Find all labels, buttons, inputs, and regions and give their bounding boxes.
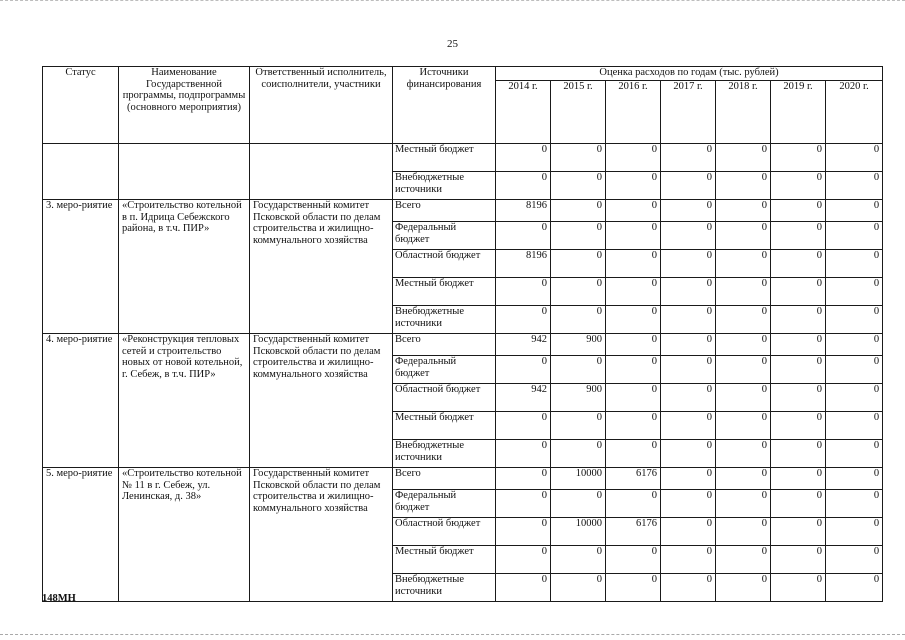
value-cell: 0 xyxy=(716,144,771,172)
value-cell: 0 xyxy=(551,200,606,222)
source-cell: Областной бюджет xyxy=(393,250,496,278)
value-cell: 0 xyxy=(551,172,606,200)
responsible-cell: Государственный комитет Псковской области по делам строительства и жилищно-коммунального хозяйства xyxy=(250,200,393,334)
value-cell: 0 xyxy=(826,412,883,440)
value-cell: 0 xyxy=(496,546,551,574)
value-cell: 0 xyxy=(551,144,606,172)
value-cell: 0 xyxy=(771,278,826,306)
value-cell: 0 xyxy=(716,278,771,306)
status-cell-empty xyxy=(43,144,119,200)
value-cell: 942 xyxy=(496,334,551,356)
value-cell: 0 xyxy=(716,172,771,200)
value-cell: 0 xyxy=(661,384,716,412)
value-cell: 0 xyxy=(826,518,883,546)
value-cell: 0 xyxy=(771,574,826,602)
header-year: 2019 г. xyxy=(771,81,826,144)
value-cell: 0 xyxy=(606,574,661,602)
value-cell: 10000 xyxy=(551,468,606,490)
responsible-cell: Государственный комитет Псковской области по делам строительства и жилищно-коммунального хозяйства xyxy=(250,334,393,468)
value-cell: 0 xyxy=(826,384,883,412)
value-cell: 0 xyxy=(826,200,883,222)
value-cell: 0 xyxy=(661,490,716,518)
value-cell: 0 xyxy=(496,144,551,172)
value-cell: 6176 xyxy=(606,518,661,546)
value-cell: 0 xyxy=(826,172,883,200)
value-cell: 0 xyxy=(661,278,716,306)
value-cell: 0 xyxy=(661,334,716,356)
expenditure-table xyxy=(42,66,883,602)
header-year: 2017 г. xyxy=(661,81,716,144)
value-cell: 0 xyxy=(606,306,661,334)
source-cell: Внебюджетные источники xyxy=(393,574,496,602)
value-cell: 900 xyxy=(551,384,606,412)
value-cell: 0 xyxy=(606,384,661,412)
value-cell: 0 xyxy=(826,546,883,574)
source-cell: Федеральный бюджет xyxy=(393,356,496,384)
value-cell: 0 xyxy=(496,278,551,306)
header-year: 2014 г. xyxy=(496,81,551,144)
program-cell-empty xyxy=(119,144,250,200)
status-cell: 3. меро-риятие xyxy=(43,200,119,334)
value-cell: 0 xyxy=(771,412,826,440)
value-cell: 0 xyxy=(716,334,771,356)
value-cell: 0 xyxy=(826,250,883,278)
value-cell: 0 xyxy=(716,518,771,546)
value-cell: 0 xyxy=(826,356,883,384)
value-cell: 0 xyxy=(606,412,661,440)
value-cell: 0 xyxy=(496,172,551,200)
source-cell: Местный бюджет xyxy=(393,546,496,574)
value-cell: 0 xyxy=(496,518,551,546)
value-cell: 0 xyxy=(606,546,661,574)
value-cell: 0 xyxy=(606,440,661,468)
table-header xyxy=(43,67,883,144)
value-cell: 6176 xyxy=(606,468,661,490)
value-cell: 0 xyxy=(716,440,771,468)
scan-edge-bottom xyxy=(0,634,905,637)
value-cell: 900 xyxy=(551,334,606,356)
value-cell: 0 xyxy=(661,440,716,468)
value-cell: 0 xyxy=(661,574,716,602)
value-cell: 0 xyxy=(716,306,771,334)
value-cell: 0 xyxy=(716,412,771,440)
source-cell: Местный бюджет xyxy=(393,144,496,172)
value-cell: 0 xyxy=(716,490,771,518)
value-cell: 0 xyxy=(826,334,883,356)
value-cell: 0 xyxy=(496,440,551,468)
value-cell: 0 xyxy=(826,490,883,518)
value-cell: 0 xyxy=(716,222,771,250)
value-cell: 0 xyxy=(606,200,661,222)
value-cell: 0 xyxy=(661,306,716,334)
value-cell: 0 xyxy=(716,356,771,384)
source-cell: Внебюджетные источники xyxy=(393,440,496,468)
document-code: 148МН xyxy=(42,593,76,604)
header-sources: Источники финансирования xyxy=(393,67,496,144)
program-cell: «Строительство котельной в п. Идрица Себежского района, в т.ч. ПИР» xyxy=(119,200,250,334)
header-program: Наименование Государственной программы, подпрограммы (основного мероприятия) xyxy=(119,67,250,144)
header-status: Статус xyxy=(43,67,119,144)
value-cell: 0 xyxy=(661,144,716,172)
table-body xyxy=(43,144,883,602)
value-cell: 0 xyxy=(771,200,826,222)
value-cell: 0 xyxy=(771,518,826,546)
value-cell: 8196 xyxy=(496,250,551,278)
value-cell: 0 xyxy=(771,144,826,172)
value-cell: 0 xyxy=(826,574,883,602)
value-cell: 0 xyxy=(606,222,661,250)
header-year: 2016 г. xyxy=(606,81,661,144)
value-cell: 10000 xyxy=(551,518,606,546)
value-cell: 0 xyxy=(716,384,771,412)
value-cell: 0 xyxy=(661,222,716,250)
value-cell: 0 xyxy=(551,546,606,574)
source-cell: Местный бюджет xyxy=(393,412,496,440)
scan-edge-top xyxy=(0,0,905,3)
value-cell: 0 xyxy=(716,200,771,222)
value-cell: 0 xyxy=(606,144,661,172)
header-responsible: Ответственный исполнитель, соисполнители, участники xyxy=(250,67,393,144)
value-cell: 0 xyxy=(496,356,551,384)
value-cell: 0 xyxy=(606,172,661,200)
responsible-cell: Государственный комитет Псковской области по делам строительства и жилищно-коммунального хозяйства xyxy=(250,468,393,602)
value-cell: 0 xyxy=(551,250,606,278)
source-cell: Областной бюджет xyxy=(393,384,496,412)
value-cell: 0 xyxy=(661,356,716,384)
source-cell: Федеральный бюджет xyxy=(393,222,496,250)
value-cell: 0 xyxy=(716,250,771,278)
value-cell: 0 xyxy=(606,490,661,518)
value-cell: 0 xyxy=(826,468,883,490)
value-cell: 0 xyxy=(551,222,606,250)
value-cell: 0 xyxy=(826,306,883,334)
value-cell: 0 xyxy=(771,334,826,356)
value-cell: 0 xyxy=(551,356,606,384)
page-number: 25 xyxy=(447,38,458,50)
header-year: 2015 г. xyxy=(551,81,606,144)
value-cell: 0 xyxy=(826,222,883,250)
value-cell: 0 xyxy=(661,518,716,546)
value-cell: 0 xyxy=(496,412,551,440)
value-cell: 0 xyxy=(606,356,661,384)
program-cell: «Реконструкция тепловых сетей и строительство новых от новой котельной, г. Себеж, в т.ч. ПИР» xyxy=(119,334,250,468)
value-cell: 0 xyxy=(551,306,606,334)
value-cell: 0 xyxy=(496,490,551,518)
source-cell: Всего xyxy=(393,468,496,490)
value-cell: 0 xyxy=(771,546,826,574)
value-cell: 0 xyxy=(716,468,771,490)
program-cell: «Строительство котельной № 11 в г. Себеж, ул. Ленинская, д. 38» xyxy=(119,468,250,602)
header-costs: Оценка расходов по годам (тыс. рублей) xyxy=(496,67,883,81)
value-cell: 0 xyxy=(826,144,883,172)
header-year: 2018 г. xyxy=(716,81,771,144)
source-cell: Всего xyxy=(393,334,496,356)
value-cell: 0 xyxy=(606,278,661,306)
value-cell: 0 xyxy=(771,468,826,490)
value-cell: 0 xyxy=(826,278,883,306)
value-cell: 0 xyxy=(716,574,771,602)
status-cell: 5. меро-риятие xyxy=(43,468,119,602)
status-cell: 4. меро-риятие xyxy=(43,334,119,468)
value-cell: 0 xyxy=(771,306,826,334)
source-cell: Внебюджетные источники xyxy=(393,172,496,200)
value-cell: 0 xyxy=(771,250,826,278)
value-cell: 0 xyxy=(551,278,606,306)
value-cell: 0 xyxy=(551,412,606,440)
value-cell: 0 xyxy=(551,440,606,468)
value-cell: 0 xyxy=(496,468,551,490)
source-cell: Всего xyxy=(393,200,496,222)
value-cell: 0 xyxy=(771,490,826,518)
source-cell: Внебюджетные источники xyxy=(393,306,496,334)
value-cell: 0 xyxy=(661,250,716,278)
value-cell: 0 xyxy=(551,490,606,518)
value-cell: 0 xyxy=(661,412,716,440)
value-cell: 0 xyxy=(606,250,661,278)
value-cell: 0 xyxy=(716,546,771,574)
source-cell: Областной бюджет xyxy=(393,518,496,546)
value-cell: 0 xyxy=(496,306,551,334)
source-cell: Федеральный бюджет xyxy=(393,490,496,518)
value-cell: 0 xyxy=(771,172,826,200)
value-cell: 0 xyxy=(496,574,551,602)
value-cell: 0 xyxy=(771,440,826,468)
value-cell: 0 xyxy=(661,200,716,222)
value-cell: 0 xyxy=(771,356,826,384)
value-cell: 0 xyxy=(661,172,716,200)
value-cell: 0 xyxy=(661,546,716,574)
source-cell: Местный бюджет xyxy=(393,278,496,306)
header-year: 2020 г. xyxy=(826,81,883,144)
value-cell: 0 xyxy=(606,334,661,356)
responsible-cell-empty xyxy=(250,144,393,200)
value-cell: 942 xyxy=(496,384,551,412)
value-cell: 0 xyxy=(661,468,716,490)
value-cell: 0 xyxy=(771,222,826,250)
value-cell: 8196 xyxy=(496,200,551,222)
value-cell: 0 xyxy=(551,574,606,602)
value-cell: 0 xyxy=(771,384,826,412)
value-cell: 0 xyxy=(496,222,551,250)
value-cell: 0 xyxy=(826,440,883,468)
